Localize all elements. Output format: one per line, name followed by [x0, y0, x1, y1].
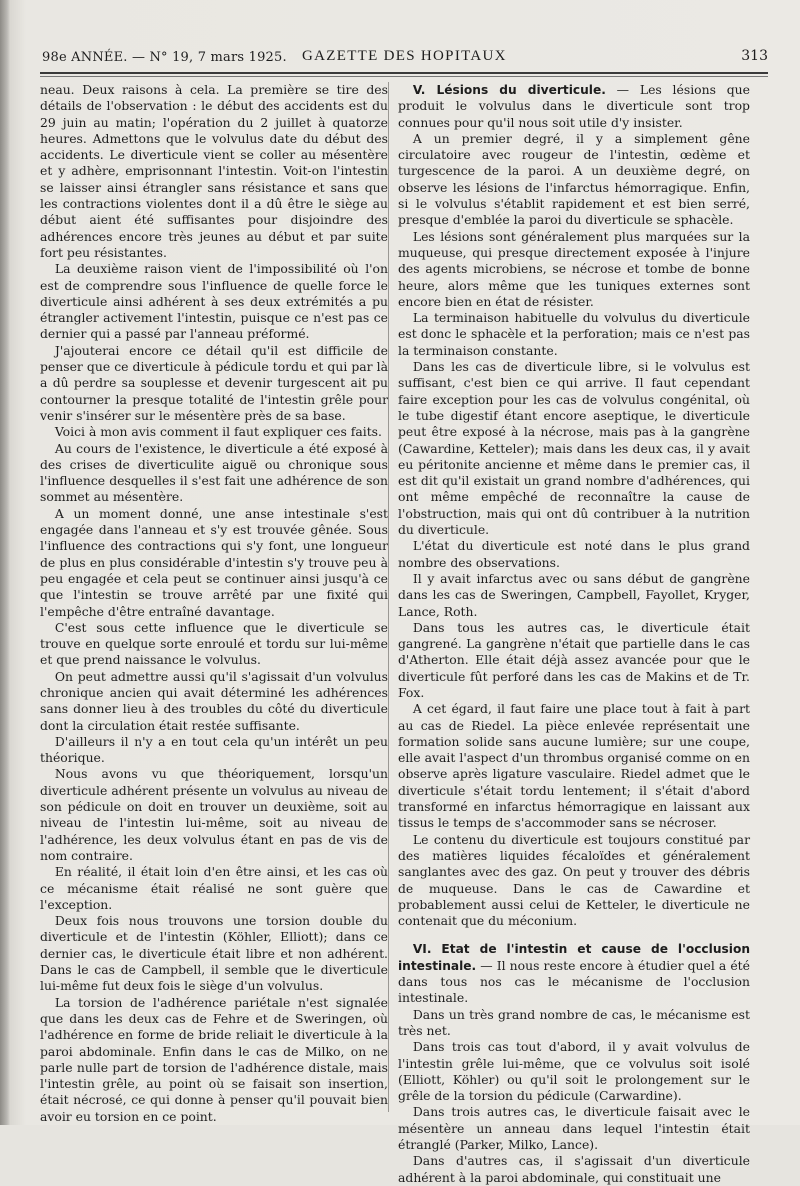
- paragraph: Au cours de l'existence, le diverticule a été exposé à des crises de diverticulite aiguë ou chronique sous l'influence desquelles il s'est fait une adhérence de son sommet au mésentère.: [40, 440, 388, 505]
- column-divider: [388, 82, 389, 1112]
- paragraph: Dans un très grand nombre de cas, le mécanisme est très net.: [398, 1006, 750, 1038]
- paragraph: L'état du diverticule est noté dans le plus grand nombre des observations.: [398, 538, 750, 570]
- paragraph: A un moment donné, une anse intestinale s'est engagée dans l'anneau et s'y est trouvée gênée. Sous l'influence des contractions qui s'y font, une longueur de plus en plus considérable d'intestin s'y trouve peu à peu engagée et cela peut se continuer ainsi jusqu'à ce que l'intestin se trouve arrêté par une fixité qui l'empêche d'être entraîné davantage.: [40, 505, 388, 619]
- paragraph: D'ailleurs il n'y a en tout cela qu'un intérêt un peu théorique.: [40, 733, 388, 766]
- header-rule: [40, 72, 768, 74]
- paragraph: Dans les cas de diverticule libre, si le volvulus est suffisant, c'est bien ce qui arrive. Il faut cependant faire exception pour les cas de volvulus congénital, où le tube digestif étant encore aseptique, le diverticule peut être exposé à la nécrose, mais pas à la gangrène (Cawardine, Ketteler); mais dans les deux cas, il y avait eu péritonite ancienne et même dans le premier cas, il est dit qu'il existait un grand nombre d'adhérences, qui ont même empêché de reconnaître la cause de l'obstruction, mais qui ont dû contribuer à la nutrition du diverticule.: [398, 359, 750, 538]
- paragraph: neau. Deux raisons à cela. La première se tire des détails de l'observation : le début des accidents est du 29 juin au matin; l'opération du 2 juillet à quatorze heures. Admettons que le volvulus date du début des accidents. Le diverticule vient se coller au mésentère et y adhère, emprisonnant l'intestin. Voit-on l'intestin se laisser ainsi étrangler sans résistance et sans que les contractions violentes dont il a dû être le siège au début aient été suffisantes pour disjoindre des adhérences encore très jeunes au début et par suite fort peu résistantes.: [40, 82, 388, 260]
- paragraph: A un premier degré, il y a simplement gêne circulatoire avec rougeur de l'intestin, œdème et turgescence de la paroi. A un deuxième degré, on observe les lésions de l'infarctus hémorragique. Enfin, si le volvulus s'établit rapidement et est bien serré, presque d'emblée la paroi du diverticule se sphacèle.: [398, 130, 750, 228]
- paragraph: Voici à mon avis comment il faut expliquer ces faits.: [54, 424, 382, 440]
- paragraph: Dans tous les autres cas, le diverticule était gangrené. La gangrène n'était que partielle dans le cas d'Atherton. Elle était déjà assez avancée pour que le diverticule fût perforé dans les cas de Makins et de Tr. Fox.: [398, 619, 750, 700]
- binding-edge: [0, 0, 10, 1125]
- paragraph: Dans d'autres cas, il s'agissait d'un diverticule adhérent à la paroi abdominale, qui constituait une: [398, 1153, 750, 1185]
- paragraph: La torsion de l'adhérence pariétale n'est signalée que dans les deux cas de Fehre et de Sweringen, où l'adhérence en forme de bride reliait le diverticule à la paroi abdominale. Enfin dans le cas de Milko, on ne parle nulle part de torsion de l'adhérence distale, mais l'intestin grêle, au point où se faisait son insertion, était nécrosé, ce qui donne à penser qu'il pouvait bien avoir eu torsion en ce point.: [40, 994, 388, 1124]
- header-rule-thin: [40, 76, 768, 77]
- paragraph: La terminaison habituelle du volvulus du diverticule est donc le sphacèle et la perforation; mais ce n'est pas la terminaison constante.: [398, 310, 750, 358]
- paragraph: Les lésions sont généralement plus marquées sur la muqueuse, qui presque directement exposée à l'injure des agents microbiens, se nécrose et tombe de bonne heure, alors même que les tuniques externes sont encore bien en état de résister.: [398, 228, 750, 309]
- paragraph: En réalité, il était loin d'en être ainsi, et les cas où ce mécanisme était réalisé ne sont guère que l'exception.: [40, 864, 388, 912]
- paragraph: Dans trois cas tout d'abord, il y avait volvulus de l'intestin grêle lui-même, que ce volvulus soit isolé (Elliott, Köhler) ou qu'il soit le prolongement sur le grêle de la torsion du pédicule (Carwardine).: [398, 1039, 750, 1104]
- paragraph: A cet égard, il faut faire une place tout à fait à part au cas de Riedel. La pièce enlevée représentait une formation solide sans aucune lumière; sur une coupe, elle avait l'aspect d'un thrombus organisé comme on en observe après ligature vasculaire. Riedel admet que le diverticule s'était tordu lentement; il s'était d'abord transformé en infarctus hémorragique en laissant aux tissus le temps de s'accommoder sans se nécroser.: [398, 701, 750, 831]
- issue-info: 98e ANNÉE. — N° 19, 7 mars 1925.: [42, 50, 287, 65]
- left-column: [40, 82, 388, 1122]
- page-header: [40, 48, 768, 70]
- section-intro: [398, 82, 750, 131]
- paragraph: Nous avons vu que théoriquement, lorsqu'un diverticule adhérent présente un volvulus au niveau de son pédicule on doit en trouver un deuxième, soit au niveau de l'intestin lui-même, soit au niveau de l'adhérence, les deux volvulus étant en pas de vis de nom contraire.: [40, 766, 388, 863]
- paragraph: J'ajouterai encore ce détail qu'il est difficile de penser que ce diverticule à pédicule tordu et qui par là a dû perdre sa souplesse et devenir turgescent ait pu contourner la presque totalité de l'intestin grêle pour venir s'insérer sur le mésentère près de sa base.: [40, 342, 388, 423]
- paragraph: Deux fois nous trouvons une torsion double du diverticule et de l'intestin (Köhler, Elliott); dans ce dernier cas, le diverticule était libre et non adhérent. Dans le cas de Campbell, il semble que le diverticule lui-même fut deux fois le siège d'un volvulus.: [40, 913, 388, 994]
- paragraph: La deuxième raison vient de l'impossibilité où l'on est de comprendre sous l'influence de quelle force le diverticule ainsi adhérent à ses deux extrémités a pu étrangler activement l'intestin, puisque ce n'est pas ce dernier qui a passé par l'anneau préformé.: [40, 261, 388, 342]
- paragraph: C'est sous cette influence que le diverticule se trouve en quelque sorte enroulé et tordu sur lui-même et que prend naissance le volvulus.: [40, 619, 388, 668]
- section-heading: V. Lésions du diverticule.: [412, 83, 606, 97]
- section-intro: [398, 941, 750, 1006]
- paragraph: On peut admettre aussi qu'il s'agissait d'un volvulus chronique ancien qui avait déterminé les adhérences sans donner lieu à des troubles du côté du diverticule dont la circulation était restée suffisante.: [40, 668, 388, 733]
- right-column: [398, 82, 750, 1185]
- page-number: 313: [741, 48, 768, 64]
- paragraph: Le contenu du diverticule est toujours constitué par des matières liquides fécaloïdes et généralement sanglantes avec des gaz. On peut y trouver des débris de muqueuse. Dans le cas de Cawardine et probablement aussi celui de Ketteler, le diverticule ne contenait que du méconium.: [398, 831, 750, 929]
- section-intro-text: — Les lésions que produit le volvulus dans le diverticule sont trop connues pour qu'il nous soit utile d'y insister.: [398, 82, 750, 130]
- paragraph: Il y avait infarctus avec ou sans début de gangrène dans les cas de Sweringen, Campbell, Fayollet, Kryger, Lance, Roth.: [398, 570, 750, 619]
- journal-title: GAZETTE DES HOPITAUX: [302, 48, 507, 64]
- section-heading: VI. Etat de l'intestin et cause de l'occlusion intestinale.: [398, 942, 750, 973]
- section-intro-text: — Il nous reste encore à étudier quel a été dans tous nos cas le mécanisme de l'occlusion intestinale.: [398, 957, 750, 1006]
- paragraph: Dans trois autres cas, le diverticule faisait avec le mésentère un anneau dans lequel l'intestin était étranglé (Parker, Milko, Lance).: [398, 1104, 750, 1152]
